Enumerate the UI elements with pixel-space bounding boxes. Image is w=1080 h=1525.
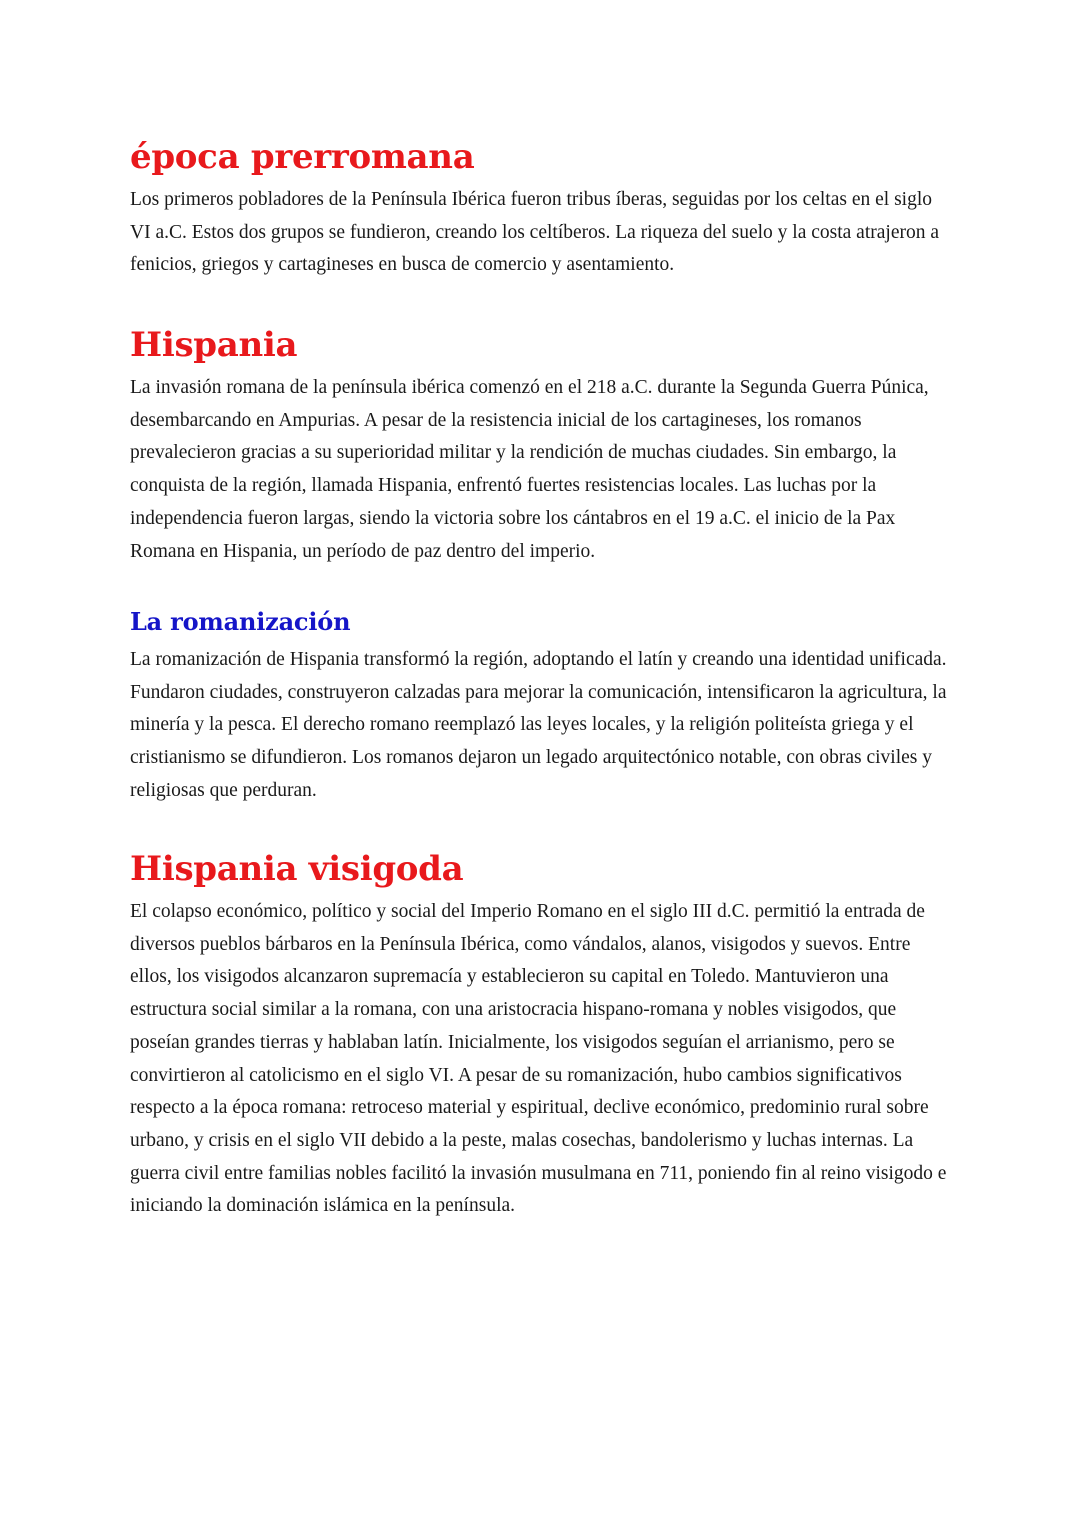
section-paragraph: Los primeros pobladores de la Península Ibérica fueron tribus íberas, seguidas por los celtas en el siglo VI a.C. Estos dos grupos se fundieron, creando los celtíberos. La riqueza del suelo y la costa atrajeron a fenicios, griegos y cartagineses en busca de comercio y asentamiento. — [130, 189, 939, 276]
section-heading: Hispania — [130, 325, 298, 365]
section-paragraph: La invasión romana de la península ibérica comenzó en el 218 a.C. durante la Segunda Guerra Púnica, desembarcando en Ampurias. A pesar de la resistencia inicial de los cartagineses, los romanos prevalecieron gracias a su superioridad militar y la rendición de muchas ciudades. Sin embargo, la conquista de la región, llamada Hispania, enfrentó fuertes resistencias locales. Las luchas por la independencia fueron largas, siendo la victoria sobre los cántabros en el 19 a.C. el inicio de la Pax Romana en Hispania, un período de paz dentro del imperio. — [130, 377, 929, 562]
section-la-romanizacion — [130, 607, 950, 808]
section-paragraph: El colapso económico, político y social del Imperio Romano en el siglo III d.C. permitió la entrada de diversos pueblos bárbaros en la Península Ibérica, como vándalos, alanos, visigodos y suevos. Entre ellos, los visigodos alcanzaron supremacía y establecieron su capital en Toledo. Mantuvieron una estructura social similar a la romana, con una aristocracia hispano-romana y nobles visigodos, que poseían grandes tierras y hablaban latín. Inicialmente, los visigodos seguían el arrianismo, pero se convirtieron al catolicismo en el siglo VI. A pesar de su romanización, hubo cambios significativos respecto a la época romana: retroceso material y espiritual, declive económico, predominio rural sobre urbano, y crisis en el siglo VII debido a la peste, malas cosechas, bandolerismo y luchas internas. La guerra civil entre familias nobles facilitó la invasión musulmana en 711, poniendo fin al reino visigodo e iniciando la dominación islámica en la península. — [130, 901, 947, 1217]
section-heading: Hispania visigoda — [130, 849, 464, 889]
section-paragraph: La romanización de Hispania transformó la región, adoptando el latín y creando una identidad unificada. Fundaron ciudades, construyeron calzadas para mejorar la comunicación, intensificaron la agricultura, la minería y la pesca. El derecho romano reemplazó las leyes locales, y la religión politeísta griega y el cristianismo se difundieron. Los romanos dejaron un legado arquitectónico notable, con obras civiles y religiosas que perduran. — [130, 649, 947, 801]
section-heading: época prerromana — [130, 137, 475, 177]
section-hispania — [130, 325, 950, 568]
section-epoca-prerromana — [130, 137, 950, 282]
section-hispania-visigoda — [130, 849, 950, 1223]
section-subheading: La romanización — [130, 607, 351, 636]
